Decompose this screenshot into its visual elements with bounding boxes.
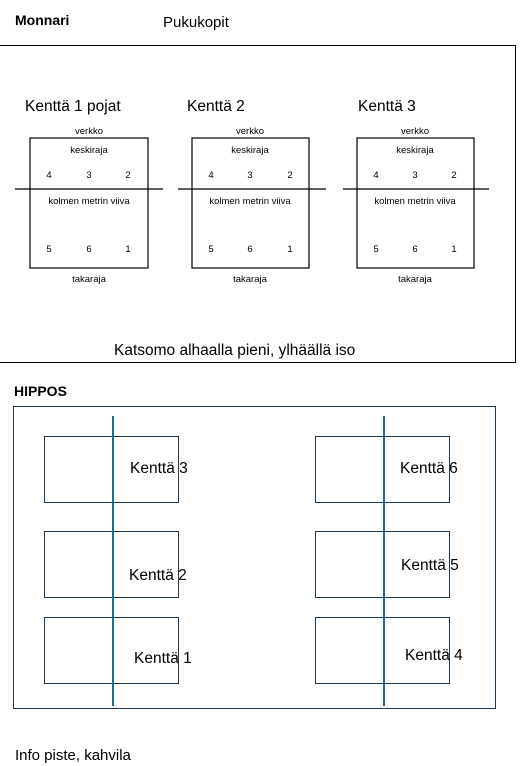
court-3-net-label: verkko — [401, 126, 429, 137]
court-3-back-line-label: takaraja — [398, 274, 432, 285]
court-2-position: 6 — [247, 244, 253, 255]
court-2-position: 3 — [247, 170, 253, 181]
court-3-position: 5 — [373, 244, 379, 255]
court-2-center-line-label: keskiraja — [231, 145, 269, 156]
court-3-position: 1 — [451, 244, 457, 255]
court-2-heading: Kenttä 2 — [187, 98, 245, 115]
court-2-position: 5 — [208, 244, 214, 255]
court-1-net-label: verkko — [75, 126, 103, 137]
court-2-back-line-label: takaraja — [233, 274, 267, 285]
court-2-diagram — [176, 122, 326, 292]
court-1-position: 2 — [125, 170, 131, 181]
hippos-right-divider-line — [383, 416, 385, 706]
court-1-heading: Kenttä 1 pojat — [25, 98, 121, 115]
court-1-position: 5 — [46, 244, 52, 255]
court-3-position: 3 — [412, 170, 418, 181]
hippos-field-1-label: Kenttä 1 — [134, 650, 192, 667]
court-1-diagram — [13, 122, 163, 292]
spectator-stand-note: Katsomo alhaalla pieni, ylhäällä iso — [114, 342, 356, 359]
court-3-position: 6 — [412, 244, 418, 255]
hippos-field-5-label: Kenttä 5 — [401, 557, 459, 574]
court-2-three-meter-label: kolmen metrin viiva — [209, 196, 291, 207]
court-2-position: 2 — [287, 170, 293, 181]
court-1-position: 3 — [86, 170, 92, 181]
court-2-position: 4 — [208, 170, 214, 181]
court-3-diagram — [341, 122, 491, 292]
changing-rooms-label: Pukukopit — [163, 14, 229, 31]
court-1-position: 1 — [125, 244, 131, 255]
court-3-heading: Kenttä 3 — [358, 98, 416, 115]
court-2-position: 1 — [287, 244, 293, 255]
hippos-left-divider-line — [112, 416, 114, 706]
court-1-three-meter-label: kolmen metrin viiva — [48, 196, 130, 207]
hippos-title: HIPPOS — [14, 383, 67, 399]
court-3-position: 4 — [373, 170, 379, 181]
hippos-field-3-label: Kenttä 3 — [130, 460, 188, 477]
hippos-field-2-label: Kenttä 2 — [129, 567, 187, 584]
hippos-field-6-label: Kenttä 6 — [400, 460, 458, 477]
court-3-position: 2 — [451, 170, 457, 181]
court-1-center-line-label: keskiraja — [70, 145, 108, 156]
court-1-position: 6 — [86, 244, 92, 255]
court-2-net-label: verkko — [236, 126, 264, 137]
court-3-three-meter-label: kolmen metrin viiva — [374, 196, 456, 207]
info-point-cafe-note: Info piste, kahvila — [15, 747, 131, 764]
monnari-title: Monnari — [15, 12, 70, 28]
hippos-field-4-label: Kenttä 4 — [405, 647, 463, 664]
court-3-center-line-label: keskiraja — [396, 145, 434, 156]
court-1-position: 4 — [46, 170, 52, 181]
court-1-back-line-label: takaraja — [72, 274, 106, 285]
